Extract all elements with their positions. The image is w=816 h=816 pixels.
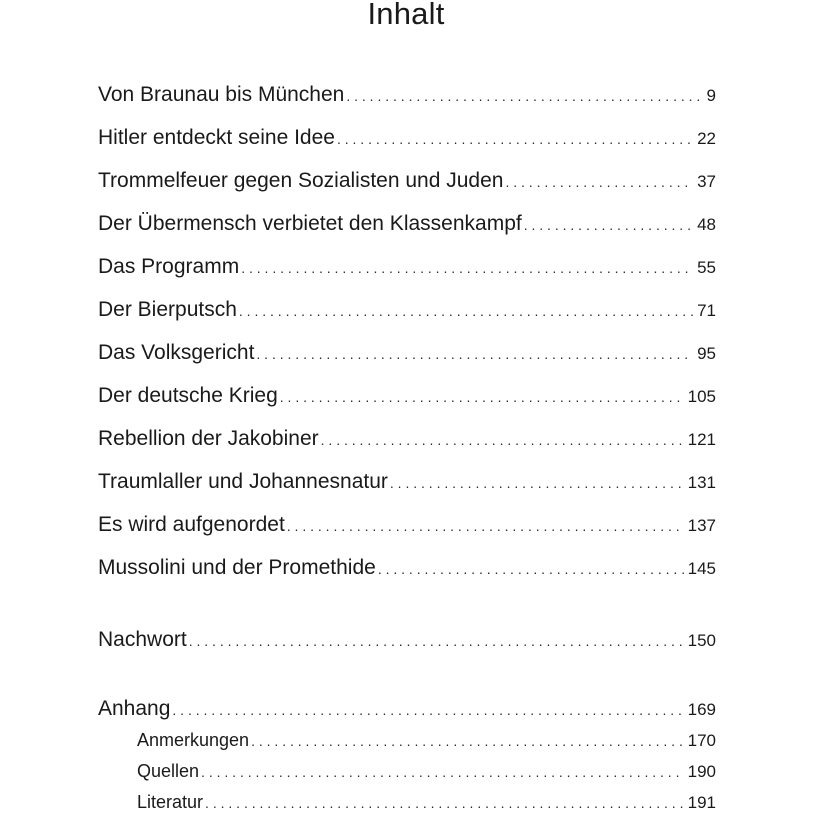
toc-entry-title: Es wird aufgenordet	[98, 513, 285, 536]
toc-entry-title: Quellen	[137, 761, 200, 781]
toc-entry-programm[interactable]	[98, 256, 716, 277]
dot-leader	[241, 261, 693, 275]
dot-leader	[189, 634, 684, 648]
toc-entry-page: 145	[687, 559, 716, 578]
toc-entry-traumlaller[interactable]	[98, 471, 716, 492]
toc-entry-title: Hitler entdeckt seine Idee	[98, 126, 335, 149]
toc-entry-page: 121	[687, 430, 716, 449]
toc-entry-page: 37	[697, 172, 716, 191]
toc-entry-nachwort[interactable]	[98, 629, 716, 650]
toc-subentry-literatur[interactable]	[137, 793, 716, 811]
dot-leader	[524, 218, 693, 232]
toc-entry-title: Von Braunau bis München	[98, 83, 345, 106]
toc-entry-title: Der Bierputsch	[98, 298, 237, 321]
toc-entry-page: 71	[697, 301, 716, 320]
toc-entry-mussolini[interactable]	[98, 557, 716, 578]
dot-leader	[280, 390, 684, 404]
toc-entry-page: 170	[687, 731, 716, 750]
toc-entry-title: Anhang	[98, 697, 171, 720]
toc-entry-page: 190	[687, 762, 716, 781]
dot-leader	[205, 796, 684, 810]
toc-entry-page: 150	[687, 631, 716, 650]
dot-leader	[239, 304, 693, 318]
dot-leader	[172, 703, 683, 717]
toc-entry-title: Traumlaller und Johannesnatur	[98, 470, 388, 493]
dot-leader	[505, 175, 693, 189]
dot-leader	[378, 562, 684, 576]
toc-subentry-quellen[interactable]	[137, 762, 716, 780]
dot-leader	[251, 734, 684, 748]
toc-subentry-anmerkungen[interactable]	[137, 731, 716, 749]
toc-entry-bierputsch[interactable]	[98, 299, 716, 320]
toc-entry-title: Der Übermensch verbietet den Klassenkampf	[98, 212, 522, 235]
toc-entry-rebellion[interactable]	[98, 428, 716, 449]
toc-entry-page: 95	[697, 344, 716, 363]
toc-entry-page: 131	[687, 473, 716, 492]
toc-entry-page: 9	[706, 86, 716, 105]
page-title: Inhalt	[367, 0, 445, 31]
toc-entry-title: Mussolini und der Promethide	[98, 556, 376, 579]
dot-leader	[337, 132, 693, 146]
toc-entry-page: 169	[687, 700, 716, 719]
toc-entry-trommelfeuer[interactable]	[98, 170, 716, 191]
dot-leader	[346, 89, 702, 103]
toc-entry-page: 55	[697, 258, 716, 277]
toc-entry-hitler-entdeckt[interactable]	[98, 127, 716, 148]
dot-leader	[256, 347, 693, 361]
toc-entry-title: Rebellion der Jakobiner	[98, 427, 319, 450]
toc-entry-title: Anmerkungen	[137, 730, 250, 750]
toc-entry-page: 22	[697, 129, 716, 148]
toc-entry-title: Das Volksgericht	[98, 341, 255, 364]
toc-entry-aufgenordet[interactable]	[98, 514, 716, 535]
toc-entry-title: Das Programm	[98, 255, 240, 278]
toc-entry-deutsche-krieg[interactable]	[98, 385, 716, 406]
toc-entry-title: Literatur	[137, 792, 204, 812]
toc-entry-title: Trommelfeuer gegen Sozialisten und Juden	[98, 169, 504, 192]
dot-leader	[287, 519, 684, 533]
toc-entry-title: Nachwort	[98, 628, 187, 651]
table-of-contents	[98, 0, 716, 816]
dot-leader	[321, 433, 684, 447]
toc-entry-volksgericht[interactable]	[98, 342, 716, 363]
toc-entry-title: Der deutsche Krieg	[98, 384, 278, 407]
toc-entry-page: 137	[687, 516, 716, 535]
toc-entry-von-braunau[interactable]	[98, 84, 716, 105]
dot-leader	[201, 765, 684, 779]
toc-entry-uebermensch[interactable]	[98, 213, 716, 234]
toc-entry-page: 191	[687, 793, 716, 812]
toc-entry-page: 48	[697, 215, 716, 234]
toc-entry-page: 105	[687, 387, 716, 406]
dot-leader	[390, 476, 684, 490]
toc-entry-anhang[interactable]	[98, 698, 716, 719]
